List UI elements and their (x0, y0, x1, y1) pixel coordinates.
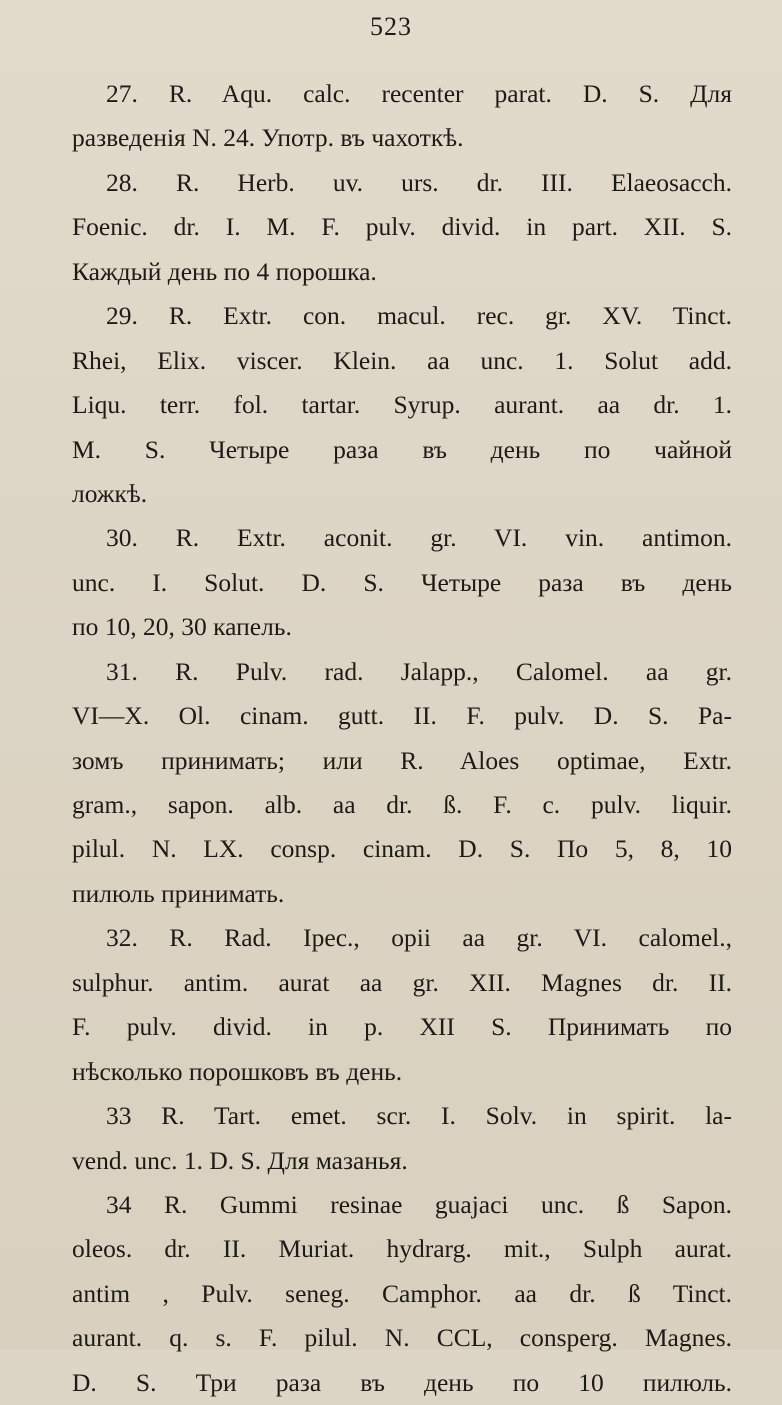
text-line: разведенія N. 24. Употр. въ чахоткѣ. (72, 123, 464, 153)
text-line: Foenic. dr. I. M. F. pulv. divid. in part. XII. S. (72, 212, 732, 242)
text-line: 33 R. Tart. emet. scr. I. Solv. in spirit. la- (106, 1101, 732, 1131)
text-line: antim , Pulv. seneg. Camphor. aa dr. ß Tinct. (72, 1278, 732, 1308)
text-line: пилюль принимать. (72, 878, 285, 908)
text-line: 32. R. Rad. Ipec., opii aa gr. VI. calomel., (106, 923, 732, 953)
text-line: oleos. dr. II. Muriat. hydrarg. mit., Sulph aurat. (72, 1234, 732, 1264)
text-line: Liqu. terr. fol. tartar. Syrup. aurant. aa dr. 1. (72, 390, 732, 420)
text-line: Rhei, Elix. viscer. Klein. aa unc. 1. Solut add. (72, 345, 732, 375)
text-line: нѣсколько порошковъ въ день. (72, 1056, 403, 1086)
text-line: pilul. N. LX. consp. cinam. D. S. По 5, 8, 10 (72, 834, 732, 864)
text-line: по 10, 20, 30 капель. (72, 612, 292, 642)
text-line: F. pulv. divid. in p. XII S. Принимать по (72, 1012, 732, 1042)
text-line: M. S. Четыре раза въ день по чайной (72, 434, 732, 464)
text-line: 29. R. Extr. con. macul. rec. gr. XV. Tinct. (106, 301, 732, 331)
text-line: 30. R. Extr. aconit. gr. VI. vin. antimon. (106, 523, 732, 553)
text-line: 27. R. Aqu. calc. recenter parat. D. S. Для (106, 79, 732, 108)
text-line: gram., sapon. alb. aa dr. ß. F. c. pulv. liquir. (72, 790, 732, 819)
text-line: unc. I. Solut. D. S. Четыре раза въ день (72, 567, 732, 597)
text-line: Каждый день по 4 порошка. (72, 256, 377, 286)
text-line: sulphur. antim. aurat aa gr. XII. Magnes dr. II. (72, 967, 732, 997)
text-line: VI—X. Ol. cinam. gutt. II. F. pulv. D. S. Ра- (72, 701, 732, 731)
page-number: 523 (370, 12, 412, 41)
text-line: 31. R. Pulv. rad. Jalapp., Calomel. aa gr. (106, 656, 732, 686)
text-line: 28. R. Herb. uv. urs. dr. III. Elaeosacch. (106, 167, 732, 197)
text-line: D. S. Три раза въ день по 10 пилюль. (72, 1367, 732, 1397)
text-line: aurant. q. s. F. pilul. N. CCL, consperg. Magnes. (72, 1323, 732, 1353)
text-line: зомъ принимать; или R. Aloes optimae, Extr. (72, 745, 732, 775)
text-line: vend. unc. 1. D. S. Для мазанья. (72, 1145, 408, 1175)
text-line: ложкѣ. (72, 478, 148, 508)
prescription-text (72, 72, 732, 1405)
text-line: 34 R. Gummi resinae guajaci unc. ß Sapon. (106, 1189, 732, 1219)
